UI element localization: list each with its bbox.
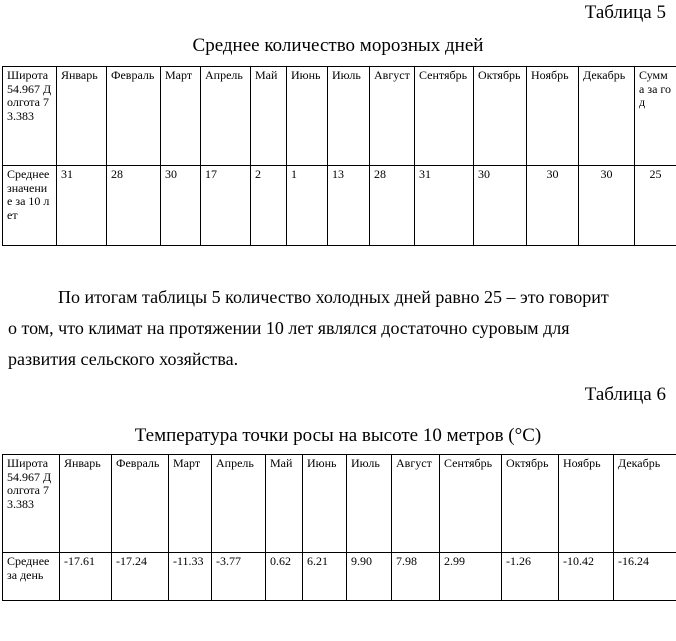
table5-value-cell: 1 (287, 166, 328, 246)
table5-header-cell: Широта 54.967 Долгота 73.383 (3, 67, 57, 166)
table5-header-cell: Май (251, 67, 287, 166)
table6-value-cell: 7.98 (392, 553, 440, 601)
table5-header-cell: Октябрь (474, 67, 527, 166)
table6-header-cell: Февраль (112, 455, 169, 553)
table5 (2, 66, 676, 246)
summary-paragraph (8, 282, 668, 375)
table6-header-cell: Август (392, 455, 440, 553)
paragraph-line: По итогам таблицы 5 количество холодных дней равно 25 – это говорит (58, 287, 609, 307)
table6-value-cell: -17.24 (112, 553, 169, 601)
table6 (2, 454, 676, 601)
paragraph-line: о том, что климат на протяжении 10 лет являлся достаточно суровым для (8, 318, 570, 338)
table6-header-cell: Широта 54.967 Долгота 73.383 (3, 455, 60, 553)
table5-header-cell: Июнь (287, 67, 328, 166)
table5-value-cell: 2 (251, 166, 287, 246)
table5-header-cell: Февраль (107, 67, 161, 166)
table6-row-label: Среднее за день (3, 553, 60, 601)
table6-header-cell: Май (266, 455, 303, 553)
table6-header-cell: Июль (347, 455, 392, 553)
table6-header-cell: Январь (60, 455, 112, 553)
table5-value-cell: 31 (415, 166, 474, 246)
table5-value-cell: 31 (57, 166, 107, 246)
table5-value-cell: 13 (328, 166, 370, 246)
table5-value-cell: 28 (370, 166, 415, 246)
table5-header-cell: Апрель (201, 67, 251, 166)
table5-data-row (3, 166, 676, 246)
table5-header-cell: Сумма за год (635, 67, 676, 166)
table6-header-cell: Март (169, 455, 212, 553)
table5-value-cell: 30 (161, 166, 201, 246)
table6-caption: Таблица 6 (584, 384, 666, 405)
table6-value-cell: -1.26 (502, 553, 559, 601)
table6-header-row (3, 455, 676, 553)
table6-header-cell: Декабрь (614, 455, 676, 553)
table6-header-cell: Июнь (303, 455, 347, 553)
table5-caption: Таблица 5 (584, 2, 666, 23)
table6-value-cell: 6.21 (303, 553, 347, 601)
table6-value-cell: -16.24 (614, 553, 676, 601)
table6-header-cell: Октябрь (502, 455, 559, 553)
table6-header-cell: Сентябрь (440, 455, 502, 553)
table5-value-cell: 30 (579, 166, 635, 246)
table5-header-cell: Декабрь (579, 67, 635, 166)
table6-header-cell: Апрель (212, 455, 266, 553)
table6-title: Температура точки росы на высоте 10 метров (°С) (134, 425, 542, 446)
table5-value-cell: 28 (107, 166, 161, 246)
table5-value-cell: 25 (635, 166, 676, 246)
table5-header-cell: Ноябрь (527, 67, 579, 166)
table5-header-cell: Январь (57, 67, 107, 166)
table6-value-cell: -17.61 (60, 553, 112, 601)
table6-data-row (3, 553, 676, 601)
table5-value-cell: 30 (474, 166, 527, 246)
table6-value-cell: 0.62 (266, 553, 303, 601)
table5-value-cell: 17 (201, 166, 251, 246)
table5-header-row (3, 67, 676, 166)
table5-value-cell: 30 (527, 166, 579, 246)
table6-header-cell: Ноябрь (559, 455, 614, 553)
table5-header-cell: Сентябрь (415, 67, 474, 166)
table5-title: Среднее количество морозных дней (192, 35, 484, 56)
table6-value-cell: -3.77 (212, 553, 266, 601)
table6-value-cell: 2.99 (440, 553, 502, 601)
table5-header-cell: Март (161, 67, 201, 166)
table6-value-cell: -10.42 (559, 553, 614, 601)
paragraph-line: развития сельского хозяйства. (8, 349, 239, 369)
table5-header-cell: Июль (328, 67, 370, 166)
table5-row-label: Среднее значение за 10 лет (3, 166, 57, 246)
table6-value-cell: -11.33 (169, 553, 212, 601)
table5-header-cell: Август (370, 67, 415, 166)
table6-value-cell: 9.90 (347, 553, 392, 601)
